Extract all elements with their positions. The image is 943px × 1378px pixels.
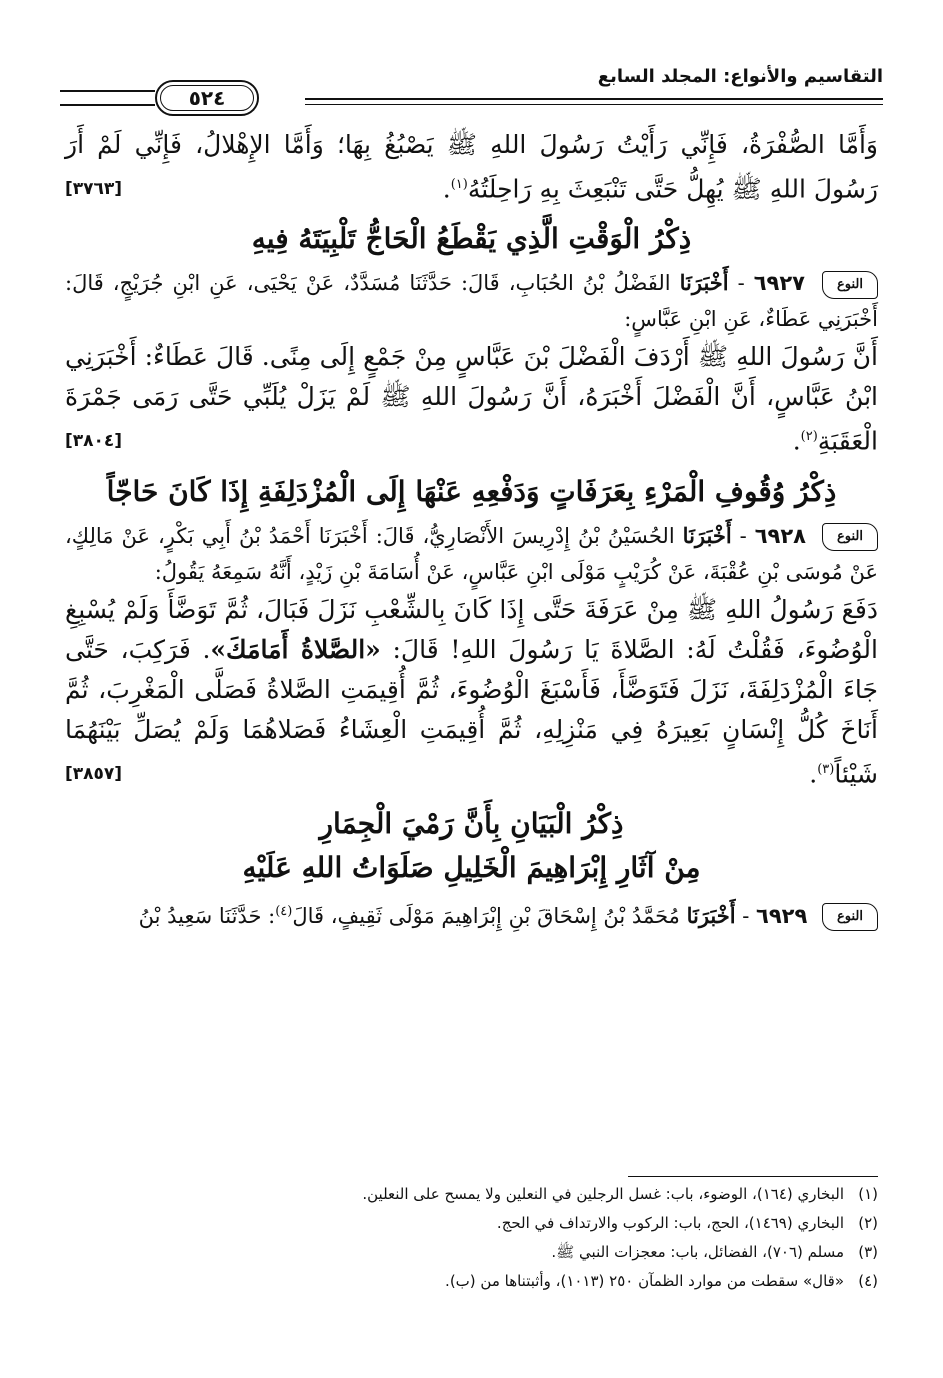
footnote-text: «قال» سقطت من موارد الظمآن ٢٥٠ (١٠١٣)، وأثبتناها من (ب). (445, 1272, 844, 1290)
akhbarana-label: أَخْبَرَنَا (682, 522, 732, 548)
page-body (65, 125, 878, 934)
akhbarana-label: أَخْبَرَنَا (686, 902, 736, 928)
page-number: ٥٢٤ (188, 86, 226, 110)
hadith-number: ٦٩٢٩ (756, 903, 808, 928)
continuation-line-2: رَسُولَ اللهِ ﷺ يُهِلُّ حَتَّى تَنْبَعِثَ بِهِ رَاحِلَتُهُ (467, 174, 878, 204)
running-title: التقاسيم والأنواع: المجلد السابع (597, 66, 883, 87)
footnote-text: مسلم (٧٠٦)، الفضائل، باب: معجزات النبي ﷺ. (551, 1243, 844, 1261)
hadith-matn: دَفَعَ رَسُولُ اللهِ ﷺ مِنْ عَرَفَةَ حَتَّى إِذَا كَانَ بِالشِّعْبِ نَزَلَ فَبَالَ، ثُمَّ تَوَضَّأَ وَلَمْ يُسْبِغِ الْوُضُوءَ، فَقُلْتُ لَهُ: الصَّلاةَ يَا رَسُولَ اللهِ! قَالَ: «الصَّلاةُ أَمَامَكَ». فَرَكِبَ، حَتَّى جَاءَ الْمُزْدَلِفَةَ، نَزَلَ فَتَوَضَّأَ، فَأَسْبَغَ الْوُضُوءَ، ثُمَّ أُقِيمَتِ الصَّلاةُ فَصَلَّى الْمَغْرِبَ، ثُمَّ أَنَاخَ كُلُّ إِنْسَانٍ بَعِيرَهُ فِي مَنْزِلِهِ، ثُمَّ أُقِيمَتِ الْعِشَاءُ فَصَلاهُمَا وَلَمْ يُصَلِّ بَيْنَهُمَا شَيْئاً$^{(٣)}$. [٣٨٥٧] (65, 590, 878, 794)
isnad-text: الحُسَيْنُ بْنُ إِدْرِيسَ الأَنْصَارِيُّ، قَالَ: أَخْبَرَنَا أَحْمَدُ بْنُ أَبِي بَكْرٍ، عَنْ مَالِكٍ، عَنْ مُوسَى بْنِ عُقْبَةَ، عَنْ كُرَيْبٍ مَوْلَى ابْنِ عَبَّاسٍ، عَنْ أُسَامَةَ بْنِ زَيْدٍ، أَنَّهُ سَمِعَهُ يَقُولُ: (65, 523, 878, 584)
akhbarana-label: أَخْبَرَنَا (679, 270, 729, 296)
reference-number: [٣٧٦٣] (65, 179, 123, 199)
footnote-rule (628, 1176, 878, 1177)
matn-quote: «الصَّلاةُ أَمَامَكَ» (210, 634, 381, 664)
footnote-number: (٣) (858, 1243, 878, 1261)
footnote-4 (65, 1269, 878, 1294)
type-badge-icon: النوع (822, 523, 878, 551)
footnote-marker: (١) (450, 177, 468, 192)
footnote-text: البخاري (١٦٤)، الوضوء، باب: غسل الرجلين في النعلين ولا يمسح على النعلين. (362, 1185, 844, 1203)
hadith-isnad: النوع ٦٩٢٨ - أَخْبَرَنَا الحُسَيْنُ بْنُ إِدْرِيسَ الأَنْصَارِيُّ، قَالَ: أَخْبَرَنَا أَحْمَدُ بْنُ أَبِي بَكْرٍ، عَنْ مَالِكٍ، عَنْ مُوسَى بْنِ عُقْبَةَ، عَنْ كُرَيْبٍ مَوْلَى ابْنِ عَبَّاسٍ، عَنْ أُسَامَةَ بْنِ زَيْدٍ، أَنَّهُ سَمِعَهُ يَقُولُ: (65, 522, 878, 584)
footnote-marker: (٢) (800, 429, 818, 445)
hadith-number: ٦٩٢٨ (754, 523, 807, 548)
type-badge-icon: النوع (822, 903, 878, 931)
matn-text: دَفَعَ رَسُولُ اللهِ ﷺ مِنْ عَرَفَةَ حَتَّى إِذَا كَانَ بِالشِّعْبِ نَزَلَ فَبَالَ، ثُمَّ تَوَضَّأَ وَلَمْ يُسْبِغِ الْوُضُوءَ، فَقُلْتُ لَهُ: الصَّلاةَ يَا رَسُولَ اللهِ! قَالَ: (65, 594, 878, 664)
page-number-box (155, 80, 259, 116)
footnote-number: (٤) (858, 1272, 878, 1290)
matn-text: أَنَّ رَسُولَ اللهِ ﷺ أَرْدَفَ الْفَضْلَ بْنَ عَبَّاسٍ مِنْ جَمْعٍ إِلَى مِنًى. قَالَ عَطَاءٌ: أَخْبَرَنِي ابْنُ عَبَّاسٍ، أَنَّ الْفَضْلَ أَخْبَرَهُ، أَنَّ رَسُولَ اللهِ ﷺ لَمْ يَزَلْ يُلَبِّي حَتَّى رَمَى جَمْرَةَ الْعَقَبَةِ (65, 342, 878, 456)
header-rule-thin (305, 104, 883, 105)
hadith-number: ٦٩٢٧ (753, 271, 805, 296)
section-heading-line-1: ذِكْرُ الْبَيَانِ بِأَنَّ رَمْيَ الْجِمَارِ (319, 806, 624, 840)
footnote-3 (65, 1240, 878, 1265)
hadith-isnad: النوع ٦٩٢٧ - أَخْبَرَنَا الفَضْلُ بْنُ الحُبَابِ، قَالَ: حَدَّثَنَا مُسَدَّدٌ، عَنْ يَحْيَى، عَنِ ابْنِ جُرَيْجٍ، قَالَ: أَخْبَرَنِي عَطَاءٌ، عَنِ ابْنِ عَبَّاسٍ: (65, 270, 878, 332)
section-heading-line-2: مِنْ آثَارِ إِبْرَاهِيمَ الْخَلِيلِ صَلَوَاتُ اللهِ عَلَيْهِ (242, 850, 701, 884)
footnote-number: (٢) (858, 1214, 878, 1232)
type-badge-icon: النوع (822, 271, 878, 299)
footnote-marker: (٣) (817, 761, 835, 777)
isnad-text-end: : حَدَّثَنَا سَعِيدُ بْنُ (138, 903, 276, 928)
isnad-text: الفَضْلُ بْنُ الحُبَابِ، قَالَ: حَدَّثَنَا مُسَدَّدٌ، عَنْ يَحْيَى، عَنِ ابْنِ جُرَيْجٍ، قَالَ: أَخْبَرَنِي عَطَاءٌ، عَنِ ابْنِ عَبَّاسٍ: (65, 271, 878, 332)
footnote-number: (١) (858, 1185, 878, 1203)
continuation-paragraph: وَأَمَّا الصُّفْرَةُ، فَإِنِّي رَأَيْتُ رَسُولَ اللهِ ﷺ يَصْبُغُ بِهَا؛ وَأَمَّا الإِهْلالُ، فَإِنِّي لَمْ أَرَ رَسُولَ اللهِ ﷺ يُهِلُّ حَتَّى تَنْبَعِثَ بِهِ رَاحِلَتُهُ$^{(١)}$. [٣٧٦٣] (65, 125, 878, 209)
header-ornament (60, 90, 155, 106)
header-rule (305, 98, 883, 100)
hadith-matn: أَنَّ رَسُولَ اللهِ ﷺ أَرْدَفَ الْفَضْلَ بْنَ عَبَّاسٍ مِنْ جَمْعٍ إِلَى مِنًى. قَالَ عَطَاءٌ: أَخْبَرَنِي ابْنُ عَبَّاسٍ، أَنَّ الْفَضْلَ أَخْبَرَهُ، أَنَّ رَسُولَ اللهِ ﷺ لَمْ يَزَلْ يُلَبِّي حَتَّى رَمَى جَمْرَةَ الْعَقَبَةِ$^{(٢)}$. [٣٨٠٤] (65, 337, 878, 461)
section-heading: ذِكْرُ الْوَقْتِ الَّذِي يَقْطَعُ الْحَاجُّ تَلْبِيَتَهُ فِيهِ (251, 222, 692, 256)
footnotes (65, 1182, 878, 1298)
footnote-text: البخاري (١٤٦٩)، الحج، باب: الركوب والارتداف في الحج. (496, 1214, 844, 1232)
reference-number: [٣٨٠٤] (65, 431, 123, 452)
footnote-2 (65, 1211, 878, 1236)
hadith-isnad: النوع ٦٩٢٩ - أَخْبَرَنَا مُحَمَّدُ بْنُ إِسْحَاقَ بْنِ إِبْرَاهِيمَ مَوْلَى ثَقِيفٍ، قَالَ$^{(٤)}$: حَدَّثَنَا سَعِيدُ بْنُ (65, 894, 878, 934)
reference-number: [٣٨٥٧] (65, 763, 123, 784)
footnote-1 (65, 1182, 878, 1207)
continuation-line-1: وَأَمَّا الصُّفْرَةُ، فَإِنِّي رَأَيْتُ رَسُولَ اللهِ ﷺ يَصْبُغُ بِهَا؛ وَأَمَّا الإِهْلالُ، فَإِنِّي لَمْ أَرَ (65, 130, 878, 159)
footnote-marker: (٤) (275, 903, 293, 919)
section-heading: ذِكْرُ وُقُوفِ الْمَرْءِ بِعَرَفَاتٍ وَدَفْعِهِ عَنْهَا إِلَى الْمُزْدَلِفَةِ إِذَا كَانَ حَاجّاً (106, 474, 837, 508)
matn-text-continued: . فَرَكِبَ، حَتَّى جَاءَ الْمُزْدَلِفَةَ، نَزَلَ فَتَوَضَّأَ، فَأَسْبَغَ الْوُضُوءَ، ثُمَّ أُقِيمَتِ الصَّلاةُ فَصَلَّى الْمَغْرِبَ، ثُمَّ أَنَاخَ كُلُّ إِنْسَانٍ بَعِيرَهُ فِي مَنْزِلِهِ، ثُمَّ أُقِيمَتِ الْعِشَاءُ فَصَلاهُمَا وَلَمْ يُصَلِّ بَيْنَهُمَا شَيْئاً (65, 634, 878, 788)
isnad-text: مُحَمَّدُ بْنُ إِسْحَاقَ بْنِ إِبْرَاهِيمَ مَوْلَى ثَقِيفٍ، قَالَ (292, 903, 680, 928)
page-header (60, 60, 883, 120)
